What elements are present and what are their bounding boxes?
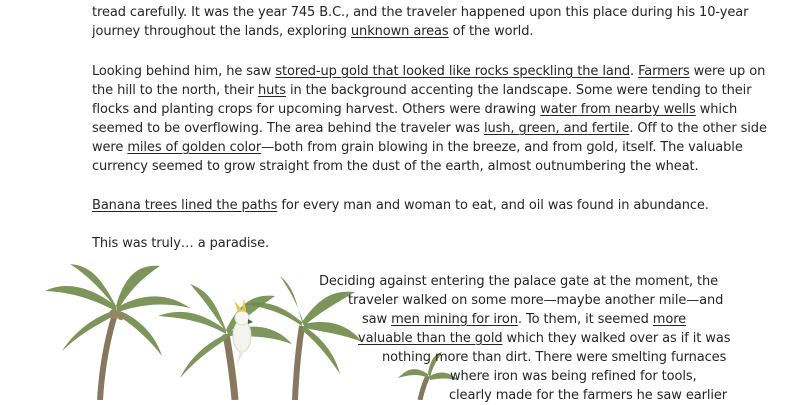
text-span: for every man and woman to eat, and oil was found in abundance. — [277, 198, 709, 213]
text-span: . — [630, 64, 639, 79]
text-span: . Off to the other side — [629, 121, 767, 136]
para5-line-5 — [382, 348, 726, 367]
text-span: which they walked over as if it was — [502, 331, 731, 346]
text-span: were — [92, 140, 128, 155]
underlined-phrase: more — [652, 312, 687, 327]
text-span: Deciding against entering the palace gate at the moment, the — [319, 274, 719, 289]
para2-line-3 — [92, 100, 737, 119]
palm-tree-left — [45, 264, 190, 400]
text-span: saw — [362, 312, 392, 327]
para2-line-6 — [92, 157, 699, 176]
palm-tree-right — [245, 276, 362, 400]
underlined-phrase: Banana trees lined the paths — [92, 198, 278, 213]
underlined-phrase: unknown areas — [350, 24, 449, 39]
text-span: Looking behind him, he saw — [92, 64, 276, 79]
para5-line-6 — [450, 367, 697, 386]
para5-line-1 — [319, 272, 718, 291]
para2-line-1 — [92, 62, 765, 81]
para4-line — [92, 234, 269, 253]
text-span: nothing more than dirt. There were smelting furnaces — [382, 350, 727, 365]
text-span: —both from grain blowing in the breeze, and from gold, itself. The valuable — [261, 140, 743, 155]
underlined-phrase: Farmers — [638, 64, 690, 79]
text-span: clearly made for the farmers he saw earlier — [449, 388, 728, 403]
text-span: where iron was being refined for tools, — [450, 369, 697, 384]
text-span: . To them, it seemed — [517, 312, 653, 327]
underlined-phrase: lush, green, and fertile — [483, 121, 630, 136]
underlined-phrase: men mining for iron — [391, 312, 518, 327]
para2-line-4 — [92, 119, 767, 138]
para5-line-3 — [362, 310, 686, 329]
underlined-phrase: huts — [258, 83, 286, 98]
text-span: the hill to the north, their — [92, 83, 258, 98]
intro-line-2 — [92, 22, 533, 41]
underlined-phrase: valuable than the gold — [358, 331, 503, 346]
underlined-phrase: miles of golden color — [127, 140, 262, 155]
intro-line-1 — [92, 3, 748, 22]
text-span: seemed to be overflowing. The area behind the traveler was — [92, 121, 484, 136]
underlined-phrase: water from nearby wells — [540, 102, 696, 117]
text-span: tread carefully. It was the year 745 B.C., and the traveler happened upon this place during his 10-year — [92, 5, 749, 20]
text-span: This was truly… a paradise. — [92, 236, 270, 251]
para5-line-4 — [358, 329, 730, 348]
para5-line-7 — [449, 386, 727, 405]
text-span: flocks and planting crops for upcoming harvest. Others were drawing — [92, 102, 541, 117]
text-span: journey throughout the lands, exploring — [92, 24, 351, 39]
underlined-phrase: stored-up gold that looked like rocks speckling the land — [275, 64, 631, 79]
text-span: in the background accenting the landscape. Some were tending to their — [285, 83, 752, 98]
text-span: which — [695, 102, 738, 117]
para3-line — [92, 196, 709, 215]
para2-line-5 — [92, 138, 743, 157]
text-span: traveler walked on some more—maybe another mile—and — [348, 293, 724, 308]
para5-line-2 — [348, 291, 723, 310]
text-span: of the world. — [448, 24, 534, 39]
text-span: currency seemed to grow straight from the dust of the earth, almost outnumbering the wheat. — [92, 159, 699, 174]
para2-line-2 — [92, 81, 751, 100]
text-span: were up on — [689, 64, 766, 79]
